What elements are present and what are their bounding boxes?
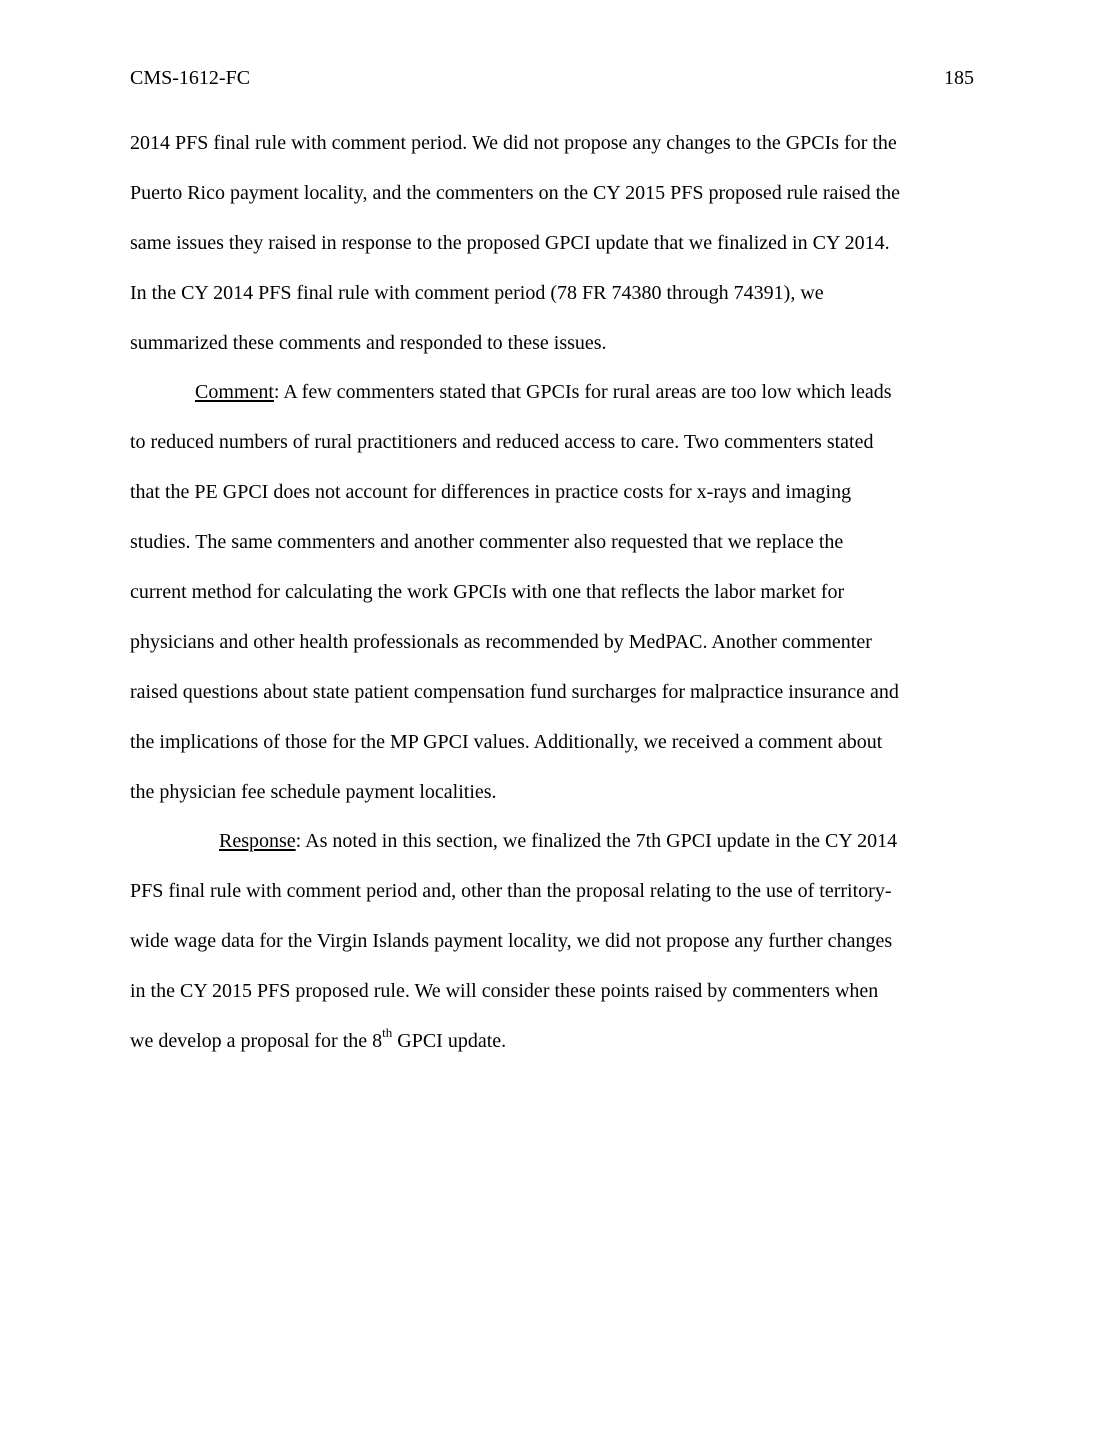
text-line: same issues they raised in response to the proposed GPCI update that we finalized in CY 2014. xyxy=(130,232,890,254)
text-line: raised questions about state patient compensation fund surcharges for malpractice insurance and xyxy=(130,681,899,703)
ordinal-superscript: th xyxy=(382,1025,393,1040)
text-line: PFS final rule with comment period and, other than the proposal relating to the use of territory- xyxy=(130,880,892,902)
text-line: the implications of those for the MP GPCI values. Additionally, we received a comment about xyxy=(130,731,883,753)
text-line: in the CY 2015 PFS proposed rule. We will consider these points raised by commenters when xyxy=(130,980,879,1002)
last-line-start: we develop a proposal for the 8 xyxy=(130,1030,383,1052)
text-line: the physician fee schedule payment localities. xyxy=(130,781,497,803)
last-line-end: GPCI update. xyxy=(392,1030,507,1052)
text-line: wide wage data for the Virgin Islands payment locality, we did not propose any further changes xyxy=(130,930,893,952)
comment-label: Comment xyxy=(195,381,274,403)
header-doc-id: CMS-1612-FC xyxy=(130,67,251,89)
comment-first-line: : A few commenters stated that GPCIs for rural areas are too low which leads xyxy=(273,381,892,403)
text-line: current method for calculating the work GPCIs with one that reflects the labor market for xyxy=(130,581,845,603)
response-first-line: : As noted in this section, we finalized the 7th GPCI update in the CY 2014 xyxy=(295,830,898,852)
text-line: that the PE GPCI does not account for differences in practice costs for x-rays and imaging xyxy=(130,481,852,503)
text-line xyxy=(195,377,892,407)
text-line xyxy=(219,826,897,856)
page-number: 185 xyxy=(944,67,974,89)
text-line xyxy=(130,1026,506,1056)
text-line: 2014 PFS final rule with comment period. We did not propose any changes to the GPCIs for the xyxy=(130,132,897,154)
text-line: summarized these comments and responded to these issues. xyxy=(130,332,607,354)
text-line: to reduced numbers of rural practitioners and reduced access to care. Two commenters stated xyxy=(130,431,874,453)
response-label: Response xyxy=(219,830,296,852)
text-line: physicians and other health professionals as recommended by MedPAC. Another commenter xyxy=(130,631,872,653)
text-line: In the CY 2014 PFS final rule with comment period (78 FR 74380 through 74391), we xyxy=(130,282,824,304)
text-line: Puerto Rico payment locality, and the commenters on the CY 2015 PFS proposed rule raised the xyxy=(130,182,901,204)
text-line: studies. The same commenters and another commenter also requested that we replace the xyxy=(130,531,844,553)
